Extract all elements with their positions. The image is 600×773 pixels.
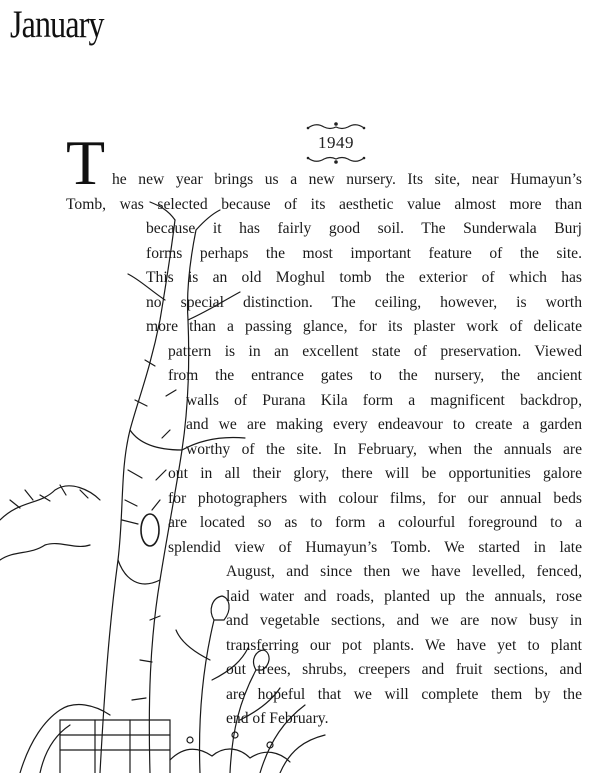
text-line: pattern is in an excellent state of preservation. Viewed: [168, 343, 582, 360]
text-line: and vegetable sections, and we are now busy in: [226, 612, 582, 629]
text-line: transferring our pot plants. We have yet to plant: [226, 637, 582, 654]
text-line: are located so as to form a colourful foreground to a: [168, 514, 582, 531]
text-line: from the entrance gates to the nursery, the ancient: [168, 367, 582, 384]
drop-cap: T: [66, 127, 106, 198]
text-line: laid water and roads, planted up the annuals, rose: [226, 588, 582, 605]
text-line: walls of Purana Kila form a magnificent backdrop,: [186, 392, 582, 409]
text-line: splendid view of Humayun’s Tomb. We started in late: [168, 539, 582, 556]
text-line: worthy of the site. In February, when the annuals are: [186, 441, 582, 458]
text-line: more than a passing glance, for its plaster work of delicate: [146, 318, 582, 335]
text-line: out trees, shrubs, creepers and fruit sections, and: [226, 661, 582, 678]
text-line: August, and since then we have levelled, fenced,: [226, 563, 582, 580]
entry-year: 1949: [318, 133, 354, 152]
text-line: end of February.: [226, 710, 329, 727]
text-line: are hopeful that we will complete them by the: [226, 686, 582, 703]
text-line: because it has fairly good soil. The Sunderwala Burj: [146, 220, 582, 237]
text-line: This is an old Moghul tomb the exterior of which has: [146, 269, 582, 286]
month-heading: January: [10, 3, 104, 46]
text-line: for photographers with colour films, for our annual beds: [168, 490, 582, 507]
text-line: and we are making every endeavour to create a garden: [186, 416, 582, 433]
text-line: out in all their glory, there will be opportunities galore: [168, 465, 582, 482]
text-line: Tomb, was selected because of its aesthetic value almost more than: [66, 196, 582, 213]
text-line: no special distinction. The ceiling, however, is worth: [146, 294, 582, 311]
text-line: he new year brings us a new nursery. Its site, near Humayun’s: [112, 171, 582, 188]
text-line: forms perhaps the most important feature of the site.: [146, 245, 582, 262]
